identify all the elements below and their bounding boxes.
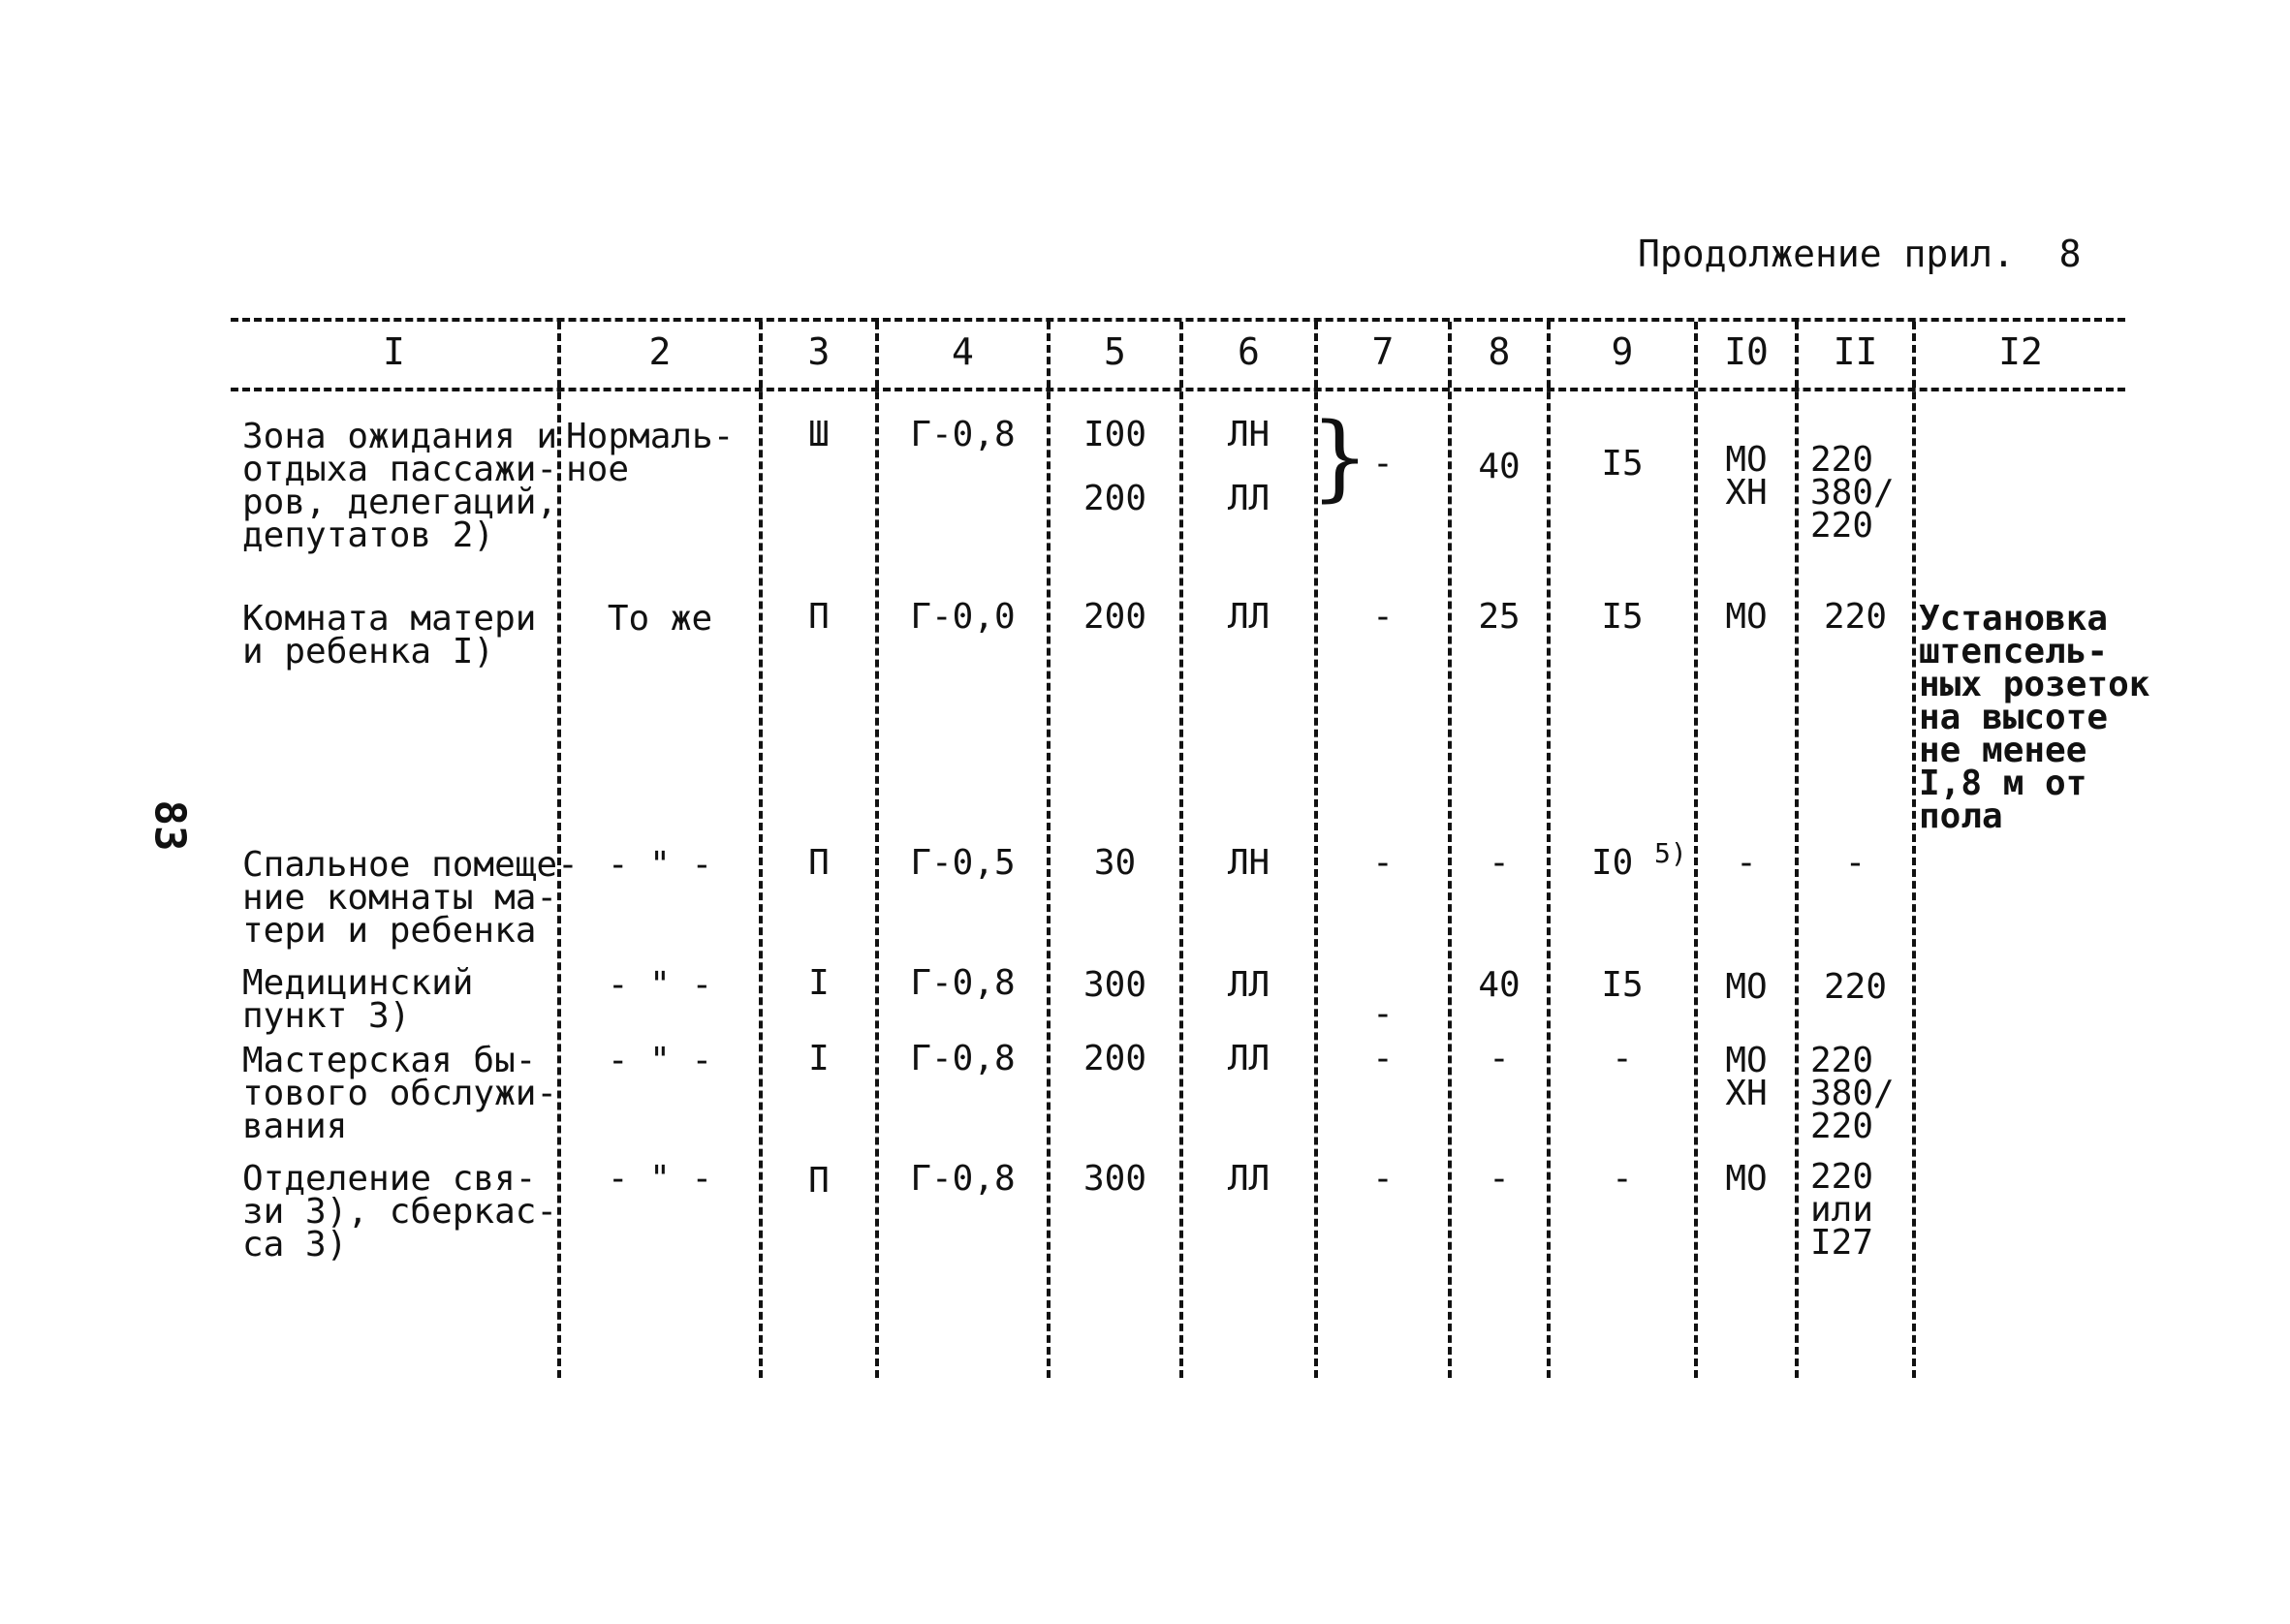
row-light-type: Нормаль- ное — [566, 417, 735, 489]
row-light-type: - " - — [607, 845, 713, 885]
row-col-9-value: I0 — [1591, 843, 1634, 883]
header-col-6: 6 — [1238, 330, 1260, 373]
row-name: Комната матери и ребенка I) — [242, 599, 537, 671]
table-header-rule — [231, 388, 2125, 391]
row-light-type: - " - — [607, 965, 713, 1005]
row-light-type: - " - — [607, 1041, 713, 1080]
row-name: Зона ожидания и отдыха пассажи- ров, делегаций, депутатов 2) — [242, 417, 558, 555]
row-illuminance: 200 — [1082, 479, 1147, 518]
row-plane: Г-0,8 — [910, 1159, 1016, 1199]
row-name: Отделение свя- зи 3), сберкас- са 3) — [242, 1159, 558, 1265]
brace: } — [1310, 403, 1370, 512]
continuation-caption: Продолжение прил. 8 — [1638, 233, 2082, 275]
row-voltage: 220 — [1823, 597, 1888, 637]
row-category: Ш — [808, 415, 830, 454]
row-col-8: - — [1489, 1039, 1510, 1078]
row-col-9: I5 — [1601, 597, 1644, 637]
row-col-8: - — [1489, 843, 1510, 883]
row-illuminance: 300 — [1082, 965, 1147, 1005]
row-col-9: - — [1612, 1039, 1633, 1078]
row-category: П — [808, 597, 830, 637]
header-col-2: 2 — [648, 330, 672, 373]
header-col-3: 3 — [807, 330, 831, 373]
row-illuminance: I00 — [1082, 415, 1147, 454]
row-col-8: - — [1489, 1159, 1510, 1199]
row-name: Спальное помеще- ние комнаты ма- тери и ребенка — [242, 845, 579, 951]
row-lamp-type: ЛЛ — [1227, 597, 1270, 637]
row-note: Установка штепсель- ных розеток на высоте не менее I,8 м от пола — [1919, 599, 2150, 836]
footnote-mark: 5) — [1654, 837, 1687, 869]
col-divider — [1912, 322, 1916, 1378]
row-plane: Г-0,8 — [910, 415, 1016, 454]
header-col-9: 9 — [1611, 330, 1634, 373]
row-col-10: МО ХН — [1725, 440, 1768, 513]
row-illuminance: 300 — [1082, 1159, 1147, 1199]
row-category: П — [808, 843, 830, 883]
row-col-7: - — [1372, 444, 1394, 484]
row-plane: Г-0,0 — [910, 597, 1016, 637]
row-col-9: I5 — [1601, 444, 1644, 484]
row-light-type: То же — [607, 599, 713, 639]
row-category: I — [808, 1039, 830, 1078]
row-col-10: МО — [1725, 597, 1768, 637]
row-lamp-type: ЛЛ — [1227, 1159, 1270, 1199]
row-col-8: 40 — [1478, 447, 1521, 486]
row-col-8: 40 — [1478, 965, 1521, 1005]
row-voltage: 220 — [1823, 967, 1888, 1007]
row-col-10: МО — [1725, 1159, 1768, 1199]
row-col-9: I5 — [1601, 965, 1644, 1005]
header-col-7: 7 — [1371, 330, 1395, 373]
row-illuminance: 200 — [1082, 597, 1147, 637]
row-illuminance: 30 — [1093, 843, 1137, 883]
row-col-9: - — [1612, 1159, 1633, 1199]
header-col-10: I0 — [1724, 330, 1769, 373]
row-col-10: - — [1736, 843, 1757, 883]
header-col-12: I2 — [1998, 330, 2043, 373]
row-plane: Г-0,5 — [910, 843, 1016, 883]
row-light-type: - " - — [607, 1159, 713, 1199]
row-col-7: - — [1372, 597, 1394, 637]
row-name: Медицинский пункт 3) — [242, 963, 474, 1036]
row-col-8: 25 — [1478, 597, 1521, 637]
row-col-7: - — [1372, 843, 1394, 883]
header-col-11: II — [1833, 330, 1878, 373]
row-col-9 — [1591, 837, 1687, 883]
row-voltage: 220 380/ 220 — [1810, 1041, 1895, 1146]
row-lamp-type: ЛЛ — [1227, 1039, 1270, 1078]
row-col-7: - — [1372, 1039, 1394, 1078]
row-col-7: - — [1372, 1159, 1394, 1199]
row-illuminance: 200 — [1082, 1039, 1147, 1078]
row-lamp-type: ЛН — [1227, 843, 1270, 883]
row-lamp-type: ЛЛ — [1227, 965, 1270, 1005]
row-voltage: 220 380/ 220 — [1810, 440, 1895, 546]
row-col-7: - — [1372, 994, 1394, 1034]
row-lamp-type: ЛН — [1227, 415, 1270, 454]
row-name: Мастерская бы- тового обслужи- вания — [242, 1041, 558, 1146]
row-lamp-type: ЛЛ — [1227, 479, 1270, 518]
side-page-number: 83 — [144, 799, 195, 852]
table-top-rule — [231, 318, 2125, 322]
header-col-1: I — [383, 330, 405, 373]
row-plane: Г-0,8 — [910, 963, 1016, 1003]
row-plane: Г-0,8 — [910, 1039, 1016, 1078]
header-col-8: 8 — [1488, 330, 1511, 373]
row-category: I — [808, 963, 830, 1003]
row-voltage: 220 или I27 — [1810, 1157, 1874, 1263]
header-col-5: 5 — [1104, 330, 1126, 373]
header-col-4: 4 — [952, 330, 974, 373]
row-category: П — [808, 1161, 830, 1201]
row-col-10: МО ХН — [1725, 1041, 1768, 1113]
row-col-10: МО — [1725, 967, 1768, 1007]
row-voltage: - — [1844, 843, 1867, 883]
